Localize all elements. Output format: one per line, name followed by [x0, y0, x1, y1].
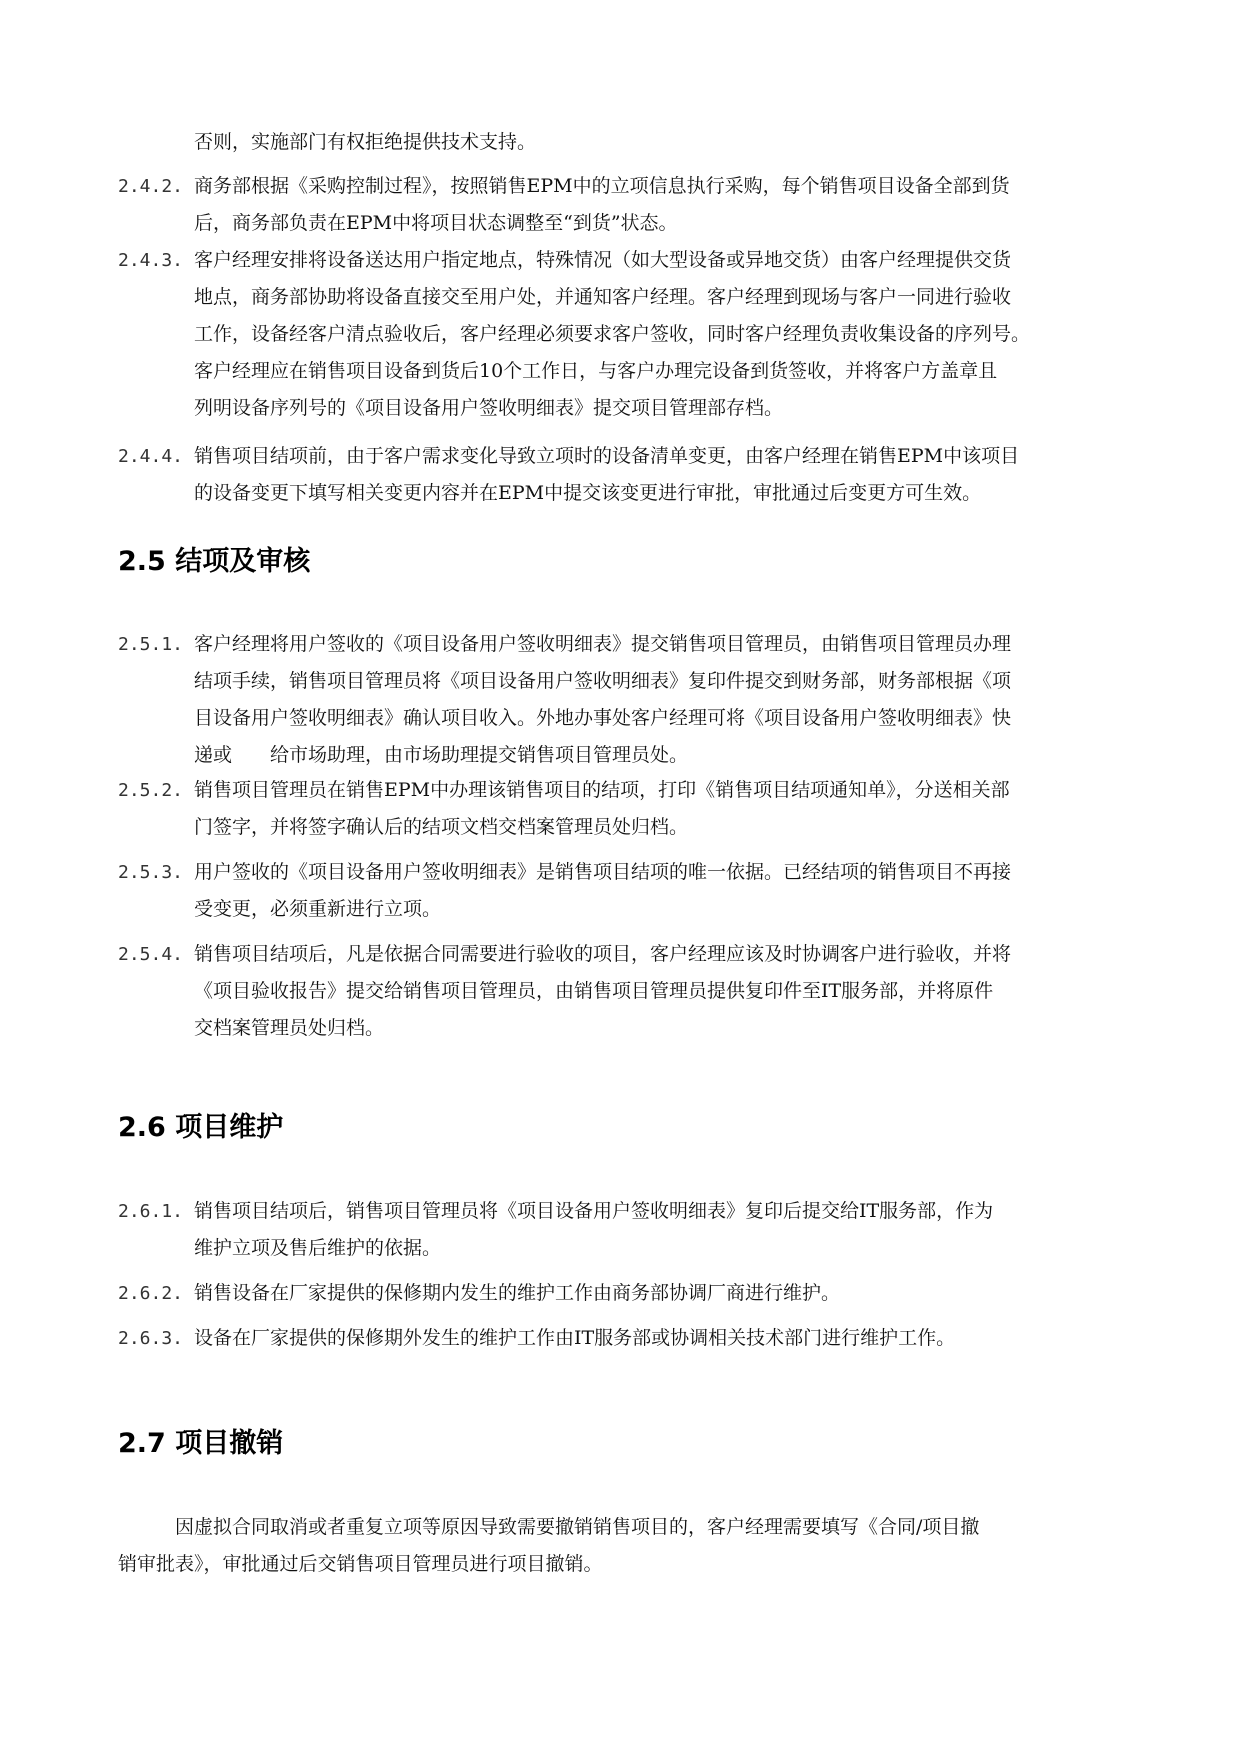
list-item-2-5-2 — [118, 772, 1128, 846]
item-number: 2.4.4. — [118, 446, 184, 467]
item-number: 2.6.2. — [118, 1283, 184, 1304]
list-item-2-4-3 — [118, 242, 1128, 427]
section-heading-2-5: 2.5 结项及审核 — [118, 546, 311, 577]
item-number: 2.4.3. — [118, 250, 184, 271]
list-item-2-6-2 — [118, 1275, 1128, 1312]
item-text: 销售项目结项后，销售项目管理员将《项目设备用户签收明细表》复印后提交给IT服务部，作为 维护立项及售后维护的依据。 — [194, 1200, 994, 1259]
list-item-2-4-2 — [118, 168, 1128, 242]
section-heading-2-6: 2.6 项目维护 — [118, 1112, 284, 1143]
item-text: 商务部根据《采购控制过程》，按照销售EPM中的立项信息执行采购，每个销售项目设备全部到货 后，商务部负责在EPM中将项目状态调整至“到货”状态。 — [194, 175, 1010, 234]
item-number: 2.5.4. — [118, 944, 184, 965]
item-number: 2.6.1. — [118, 1201, 184, 1222]
list-item-2-6-1 — [118, 1193, 1128, 1267]
item-number: 2.5.1. — [118, 634, 184, 655]
item-text: 设备在厂家提供的保修期外发生的维护工作由IT服务部或协调相关技术部门进行维护工作。 — [194, 1327, 956, 1349]
item-number: 2.4.2. — [118, 176, 184, 197]
section-paragraph: 因虚拟合同取消或者重复立项等原因导致需要撤销销售项目的，客户经理需要填写《合同/项目撤 销审批表》，审批通过后交销售项目管理员进行项目撤销。 — [118, 1516, 980, 1575]
item-text: 用户签收的《项目设备用户签收明细表》是销售项目结项的唯一依据。已经结项的销售项目不再接 受变更，必须重新进行立项。 — [194, 861, 1012, 920]
item-number: 2.6.3. — [118, 1328, 184, 1349]
list-item-2-5-1 — [118, 626, 1128, 774]
item-text: 客户经理将用户签收的《项目设备用户签收明细表》提交销售项目管理员，由销售项目管理员办理 结项手续，销售项目管理员将《项目设备用户签收明细表》复印件提交到财务部，财务部根据《项 目设备用户签收明细表》确认项目收入。外地办事处客户经理可将《项目设备用户签收明细表》快 递或 给市场助理，由市场助理提交销售项目管理员处。 — [194, 633, 1012, 766]
item-text: 销售项目管理员在销售EPM中办理该销售项目的结项，打印《销售项目结项通知单》，分送相关部 门签字，并将签字确认后的结项文档交档案管理员处归档。 — [194, 779, 1010, 838]
list-item-2-4-4 — [118, 438, 1128, 512]
list-item-2-6-3 — [118, 1320, 1128, 1357]
continuation-text: 否则，实施部门有权拒绝提供技术支持。 — [194, 131, 537, 153]
item-text: 销售项目结项后，凡是依据合同需要进行验收的项目，客户经理应该及时协调客户进行验收，并将 《项目验收报告》提交给销售项目管理员，由销售项目管理员提供复印件至IT服务部，并将原件 交档案管理员处归档。 — [194, 943, 1012, 1039]
list-item-2-5-3 — [118, 854, 1128, 928]
item-number: 2.5.2. — [118, 780, 184, 801]
section-heading-2-7: 2.7 项目撤销 — [118, 1428, 284, 1459]
list-item-2-5-4 — [118, 936, 1128, 1047]
item-text: 销售设备在厂家提供的保修期内发生的维护工作由商务部协调厂商进行维护。 — [194, 1282, 841, 1304]
item-text: 销售项目结项前，由于客户需求变化导致立项时的设备清单变更，由客户经理在销售EPM中该项目 的设备变更下填写相关变更内容并在EPM中提交该变更进行审批，审批通过后变更方可生效。 — [194, 445, 1020, 504]
item-number: 2.5.3. — [118, 862, 184, 883]
item-text: 客户经理安排将设备送达用户指定地点，特殊情况（如大型设备或异地交货）由客户经理提供交货 地点，商务部协助将设备直接交至用户处，并通知客户经理。客户经理到现场与客户一同进行验收 工作，设备经客户清点验收后，客户经理必须要求客户签收，同时客户经理负责收集设备的序列号。 客户经理应在销售项目设备到货后10个工作日，与客户办理完设备到货签收，并将客户方盖章且 列明设备序列号的《项目设备用户签收明细表》提交项目管理部存档。 — [194, 249, 1031, 419]
